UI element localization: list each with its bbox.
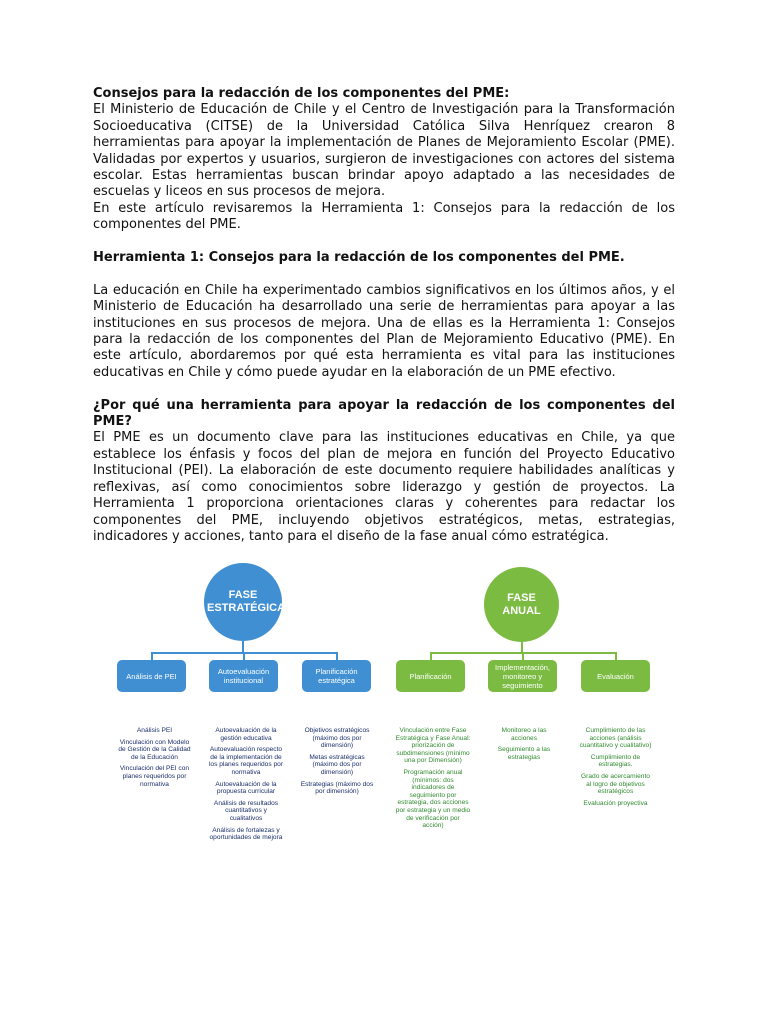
evaluacion-items — [578, 727, 653, 811]
section1-paragraph: La educación en Chile ha experimentado cambios significativos en los últimos años, y el Ministerio de Educación ha desarrollado una serie de herramientas para apoyar a las instituciones en sus procesos de mejora. Una de ellas es la Herramienta 1: Consejos para la redacción de los componentes del Plan de Mejoramiento Educativo (PME). En este artículo, abordaremos por qué esta herramienta es vital para las instituciones educativas en Chile y cómo puede ayudar en la elaboración de un PME efectivo. — [93, 282, 675, 380]
list-item: Autoevaluación de la gestión educativa — [215, 727, 277, 742]
box-evaluacion: Evaluación — [581, 660, 650, 692]
list-item: Programación anual (mínimos: dos indicadores de seguimiento por estrategia, dos acciones por estrategia y un medio de verificación por acción) — [395, 768, 471, 830]
list-item: Seguimiento a las estrategias — [497, 746, 551, 761]
box-autoevaluacion: Autoevaluación institucional — [209, 660, 278, 692]
list-item: Análisis de resultados cuantitativos y cualitativos — [213, 799, 279, 822]
list-item: Monitoreo a las acciones — [501, 727, 547, 742]
connector — [151, 652, 153, 660]
list-item: Vinculación con Modelo de Gestión de la Calidad de la Educación — [118, 738, 191, 761]
planificacion-items — [395, 727, 471, 834]
box-planificacion: Planificación — [396, 660, 465, 692]
list-item: Grado de acercamiento al logro de objetivos estratégicos — [581, 772, 650, 796]
analisis-pei-items — [117, 727, 192, 792]
list-item: Cumplimiento de estrategias. — [590, 753, 641, 769]
fase-anual-circle — [484, 567, 559, 642]
fase-anual-title: FASE ANUAL — [502, 591, 541, 617]
box-planificacion-estrategica: Planificación estratégica — [302, 660, 371, 692]
box-implementacion: Implementación, monitoreo y seguimiento — [488, 660, 557, 692]
section2-heading: ¿Por qué una herramienta para apoyar la redacción de los componentes del PME? — [93, 397, 675, 430]
list-item: Vinculación del PEI con planes requeridos por normativa — [119, 765, 190, 788]
intro-paragraph-1: El Ministerio de Educación de Chile y el Centro de Investigación para la Transformación Socioeducativa (CITSE) de la Universidad Católica Silva Henríquez crearon 8 herramientas para apoyar la implementación de Planes de Mejoramiento Escolar (PME). Validadas por expertos y usuarios, surgieron de investigaciones con actores del sistema escolar. Estas herramientas buscan brindar apoyo adaptado a las necesidades de escuelas y liceos en sus procesos de mejora. — [93, 102, 675, 200]
intro-heading: Consejos para la redacción de los componentes del PME: — [93, 86, 510, 101]
intro-paragraph-2: En este artículo revisaremos la Herramienta 1: Consejos para la redacción de los componentes del PME. — [93, 200, 675, 233]
autoevaluacion-items — [208, 727, 284, 846]
connector — [615, 652, 617, 660]
planificacion-estrategica-items — [300, 727, 374, 800]
list-item: Autoevaluación de la propuesta curricular — [215, 780, 277, 796]
fase-estrategica-circle — [204, 563, 286, 641]
list-item: Autoevaluación respecto de la implementación de los planes requeridos por normativa — [208, 746, 284, 776]
connector — [243, 652, 245, 660]
implementacion-items — [490, 727, 558, 765]
list-item: Metas estratégicas (máximo dos por dimensión) — [309, 753, 365, 776]
list-item: Estrategias (máximo dos por dimensión) — [300, 780, 374, 796]
list-item: Cumplimiento de las acciones (análisis cuantitativo y cualitativo) — [579, 727, 652, 750]
section2-paragraph: El PME es un documento clave para las instituciones educativas en Chile, ya que establece los énfasis y focos del plan de mejora en función del Proyecto Educativo Institucional (PEI). La elaboración de este documento requiere habilidades analíticas y reflexivas, así como conocimientos sobre liderazgo y gestión de proyectos. La Herramienta 1 proporciona orientaciones claras y coherentes para redactar los componentes del PME, incluyendo objetivos estratégicos, metas, estrategias, indicadores y acciones, tanto para el diseño de la fase anual cómo estratégica. — [93, 430, 675, 544]
list-item: Evaluación proyectiva — [583, 799, 648, 807]
article-text — [93, 86, 675, 545]
list-item: Objetivos estratégicos (máximo dos por dimensión) — [304, 727, 370, 750]
fase-estrategica-title: FASE ESTRATÉGICA — [207, 589, 286, 614]
box-analisis-pei: Análisis de PEI — [117, 660, 186, 692]
section1-heading: Herramienta 1: Consejos para la redacción de los componentes del PME. — [93, 250, 625, 266]
pme-phases-diagram — [0, 555, 768, 895]
connector — [430, 652, 432, 660]
connector — [522, 652, 524, 660]
list-item: Análisis de fortalezas y oportunidades de mejora — [209, 826, 283, 842]
list-item: Análisis PEI — [136, 727, 173, 734]
list-item: Vinculación entre Fase Estratégica y Fase Anual: priorización de subdimensiones (mínimo una por Dimensión) — [395, 727, 471, 765]
connector — [336, 652, 338, 660]
